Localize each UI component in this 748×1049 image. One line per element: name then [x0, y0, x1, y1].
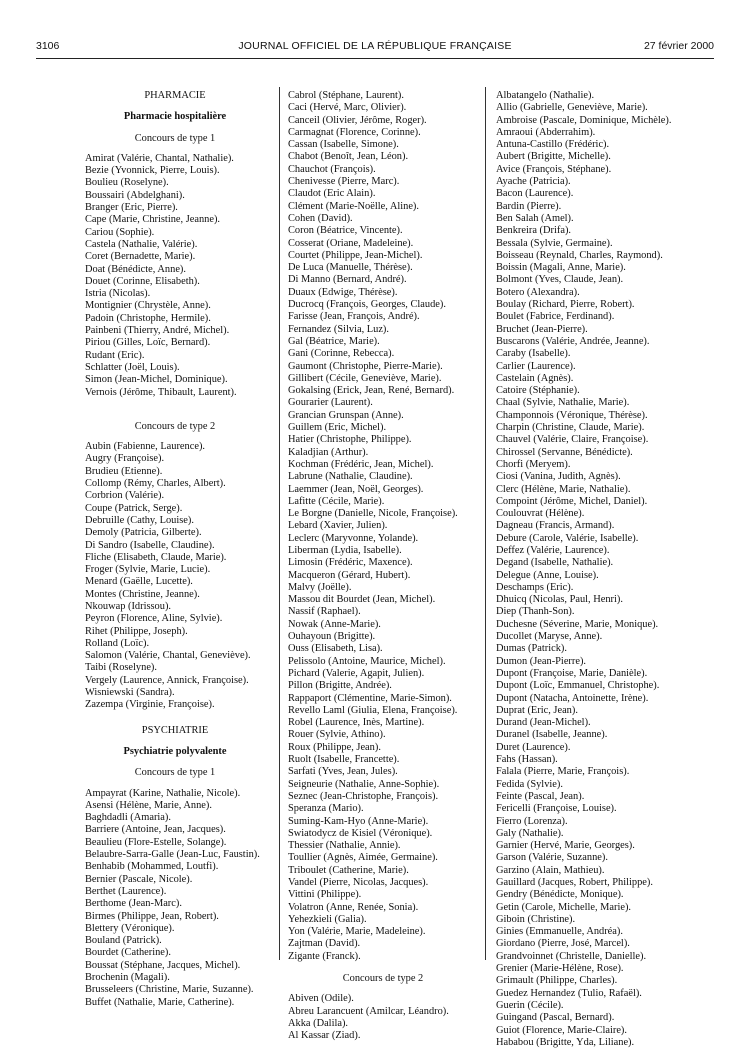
list-item: Bolmont (Yves, Claude, Jean).: [496, 274, 624, 286]
list-item: Bezie (Yvonnick, Pierre, Louis).: [85, 165, 220, 177]
name-list: [85, 788, 265, 1009]
list-item: Hababou (Brigitte, Yda, Liliane).: [496, 1036, 635, 1048]
list-item: Cassan (Isabelle, Simone).: [288, 139, 399, 151]
list-item: Doat (Bénédicte, Anne).: [85, 263, 186, 275]
list-item: Coulouvrat (Hélène).: [496, 508, 585, 520]
list-item: Grenier (Marie-Hélène, Rose).: [496, 963, 624, 975]
list-item: Sarfati (Yves, Jean, Jules).: [288, 766, 398, 778]
list-item: Duprat (Eric, Jean).: [496, 704, 578, 716]
list-item: Swiatodycz de Kisiel (Véronique).: [288, 827, 433, 839]
list-item: Boussairi (Abdelghani).: [85, 189, 185, 201]
list-item: Diep (Thanh-Son).: [496, 606, 575, 618]
list-item: Brochenin (Magali).: [85, 972, 170, 983]
list-item: Bernier (Pascale, Nicole).: [85, 873, 193, 885]
list-item: Gal (Béatrice, Marie).: [288, 335, 380, 347]
list-item: Massou dit Bourdet (Jean, Michel).: [288, 594, 436, 606]
list-item: Nowak (Anne-Marie).: [288, 618, 381, 630]
list-item: Carmagnat (Florence, Corinne).: [288, 126, 421, 138]
concours-title: Concours de type 1: [134, 767, 216, 779]
list-item: Dupont (Natacha, Antoinette, Irène).: [496, 692, 649, 704]
section-title: PSYCHIATRIE: [141, 724, 209, 736]
list-item: Augry (Françoise).: [85, 453, 165, 465]
list-item: Duranel (Isabelle, Jeanne).: [496, 729, 608, 741]
list-item: Duret (Laurence).: [496, 741, 571, 753]
list-item: Toullier (Agnès, Aimée, Germaine).: [288, 852, 438, 864]
list-item: Pelissolo (Antoine, Maurice, Michel).: [288, 655, 446, 667]
list-item: Compoint (Jérôme, Michel, Daniel).: [496, 495, 648, 507]
header-rule: [36, 58, 714, 59]
column-2: [288, 90, 478, 1043]
list-item: Volatron (Anne, Renée, Sonia).: [288, 901, 419, 913]
list-item: Froger (Sylvie, Marie, Lucie).: [85, 564, 211, 576]
list-item: Rihet (Philippe, Joseph).: [85, 625, 188, 637]
list-item: Garnier (Hervé, Marie, Georges).: [496, 840, 635, 852]
list-item: Buscarons (Valérie, Andrée, Jeanne).: [496, 335, 650, 347]
list-item: Aubert (Brigitte, Michelle).: [496, 151, 611, 163]
list-item: Abiven (Odile).: [288, 993, 354, 1005]
list-item: Liberman (Lydia, Isabelle).: [288, 544, 402, 556]
section-subtitle: Pharmacie hospitalière: [123, 111, 227, 123]
list-item: Zajtman (David).: [288, 938, 361, 950]
list-item: Brusseleers (Christine, Marie, Suzanne).: [85, 984, 254, 996]
list-item: Labrune (Nathalie, Claudine).: [288, 471, 413, 483]
list-item: Revello Laml (Giulia, Elena, Françoise).: [288, 704, 458, 716]
list-item: Simon (Jean-Michel, Dominique).: [85, 374, 228, 386]
list-item: Ben Salah (Amel).: [496, 212, 574, 224]
list-item: Ampayrat (Karine, Nathalie, Nicole).: [85, 787, 241, 799]
list-item: Ducollet (Maryse, Anne).: [496, 631, 603, 643]
list-item: Falala (Pierre, Marie, François).: [496, 766, 630, 778]
list-item: Guingand (Pascal, Bernard).: [496, 1012, 615, 1024]
concours-title: Concours de type 1: [134, 132, 216, 144]
list-item: Getin (Carole, Michelle, Marie).: [496, 901, 632, 913]
list-item: Lafitte (Cécile, Marie).: [288, 495, 385, 507]
list-item: Laemmer (Jean, Noël, Georges).: [288, 483, 424, 495]
list-item: Guiot (Florence, Marie-Claire).: [496, 1024, 627, 1036]
list-item: Bourdet (Catherine).: [85, 947, 171, 959]
name-list: [288, 993, 478, 1042]
list-item: Bruchet (Jean-Pierre).: [496, 323, 588, 335]
list-item: Barriere (Antoine, Jean, Jacques).: [85, 824, 226, 836]
list-item: Boisseau (Reynald, Charles, Raymond).: [496, 249, 663, 261]
list-item: Yon (Valérie, Marie, Madeleine).: [288, 926, 426, 938]
list-item: Rappaport (Clémentine, Marie-Simon).: [288, 692, 452, 704]
list-item: Charpin (Christine, Claude, Marie).: [496, 422, 645, 434]
list-item: Boussat (Stéphane, Jacques, Michel).: [85, 959, 241, 971]
list-item: Amirat (Valérie, Chantal, Nathalie).: [85, 152, 234, 164]
concours-title: Concours de type 2: [134, 420, 216, 432]
name-list: [85, 153, 265, 399]
list-item: Rolland (Loïc).: [85, 637, 150, 649]
list-item: Di Manno (Bernard, André).: [288, 274, 407, 286]
list-item: Rudant (Eric).: [85, 349, 145, 361]
list-item: Ducrocq (François, Georges, Claude).: [288, 299, 446, 311]
list-item: Berthet (Laurence).: [85, 885, 167, 897]
list-item: Chaal (Sylvie, Nathalie, Marie).: [496, 397, 630, 409]
list-item: Cabrol (Stéphane, Laurent).: [288, 90, 404, 101]
list-item: Chorfi (Meryem).: [496, 458, 571, 470]
list-item: Dhuicq (Nicolas, Paul, Henri).: [496, 594, 623, 606]
list-item: Kochman (Frédéric, Jean, Michel).: [288, 458, 434, 470]
list-item: Branger (Eric, Pierre).: [85, 202, 178, 214]
list-item: Limosin (Frédéric, Maxence).: [288, 557, 413, 569]
list-item: Vernois (Jérôme, Thibault, Laurent).: [85, 386, 237, 398]
list-item: Grimault (Philippe, Charles).: [496, 975, 618, 987]
column-divider: [485, 87, 486, 960]
list-item: Painbeni (Thierry, André, Michel).: [85, 325, 230, 337]
list-item: Belaubre-Sarra-Galle (Jean-Luc, Faustin).: [85, 849, 260, 861]
list-item: Abreu Larancuent (Amilcar, Léandro).: [288, 1005, 449, 1017]
list-item: Macqueron (Gérard, Hubert).: [288, 569, 411, 581]
list-item: Castela (Nathalie, Valérie).: [85, 238, 198, 250]
list-item: Beaulieu (Flore-Estelle, Solange).: [85, 836, 227, 848]
concours-title: Concours de type 2: [342, 973, 424, 985]
list-item: Ambroise (Pascale, Dominique, Michèle).: [496, 114, 672, 126]
list-item: Brudieu (Etienne).: [85, 465, 163, 477]
list-item: Peyron (Florence, Aline, Sylvie).: [85, 613, 223, 625]
list-item: Cape (Marie, Christine, Jeanne).: [85, 214, 221, 226]
list-item: Gillibert (Cécile, Geneviève, Marie).: [288, 372, 442, 384]
list-item: De Luca (Manuelle, Thérèse).: [288, 262, 413, 274]
name-list: [85, 441, 265, 712]
list-item: Gokalsing (Erick, Jean, René, Bernard).: [288, 385, 455, 397]
list-item: Vandel (Pierre, Nicolas, Jacques).: [288, 877, 429, 888]
list-item: Pillon (Brigitte, Andrée).: [288, 680, 392, 692]
list-item: Malvy (Joëlle).: [288, 581, 352, 593]
list-item: Boulieu (Roselyne).: [85, 177, 169, 189]
list-item: Claudot (Eric Alain).: [288, 188, 376, 200]
list-item: Ouhayoun (Brigitte).: [288, 631, 376, 643]
list-item: Hatier (Christophe, Philippe).: [288, 434, 412, 446]
list-item: Triboulet (Catherine, Marie).: [288, 864, 409, 876]
list-item: Leclerc (Maryvonne, Yolande).: [288, 532, 419, 544]
list-item: Ciosi (Vanina, Judith, Agnès).: [496, 471, 621, 483]
list-item: Menard (Gaëlle, Lucette).: [85, 576, 193, 588]
list-item: Schlatter (Joël, Louis).: [85, 361, 180, 373]
list-item: Fedida (Sylvie).: [496, 778, 563, 790]
list-item: Baghdadli (Amaria).: [85, 812, 171, 824]
list-item: Clément (Marie-Noëlle, Aline).: [288, 200, 419, 212]
list-item: Giboin (Christine).: [496, 913, 576, 925]
list-item: Robel (Laurence, Inès, Martine).: [288, 717, 425, 729]
list-item: Fahs (Hassan).: [496, 754, 558, 766]
list-item: Benkreira (Drifa).: [496, 225, 572, 237]
list-item: Cosserat (Oriane, Madeleine).: [288, 237, 414, 249]
section-subtitle: Psychiatrie polyvalente: [123, 745, 227, 757]
list-item: Zigante (Franck).: [288, 950, 361, 962]
list-item: Chenivesse (Pierre, Marc).: [288, 176, 400, 188]
list-item: Zazempa (Virginie, Françoise).: [85, 699, 215, 711]
list-item: Amraoui (Abderrahim).: [496, 126, 596, 138]
list-item: Chabot (Benoît, Jean, Léon).: [288, 151, 409, 163]
list-item: Dupont (Loïc, Emmanuel, Christophe).: [496, 680, 660, 692]
list-item: Le Borgne (Danielle, Nicole, Françoise).: [288, 508, 458, 520]
list-item: Guedez Hernandez (Tulio, Rafaël).: [496, 987, 642, 999]
list-item: Champonnois (Véronique, Thérèse).: [496, 409, 648, 421]
list-item: Gani (Corinne, Rebecca).: [288, 348, 395, 360]
list-item: Montes (Christine, Jeanne).: [85, 588, 200, 600]
list-item: Guillem (Eric, Michel).: [288, 422, 387, 434]
list-item: Caci (Hervé, Marc, Olivier).: [288, 102, 407, 114]
journal-title: JOURNAL OFFICIEL DE LA RÉPUBLIQUE FRANÇAISE: [238, 40, 512, 52]
list-item: Coron (Béatrice, Vincente).: [288, 225, 403, 237]
list-item: Berthome (Jean-Marc).: [85, 898, 182, 910]
list-item: Ouss (Elisabeth, Lisa).: [288, 643, 383, 655]
list-item: Duchesne (Séverine, Marie, Monique).: [496, 618, 659, 630]
list-item: Dagneau (Francis, Armand).: [496, 520, 615, 532]
list-item: Clerc (Hélène, Marie, Nathalie).: [496, 483, 631, 495]
list-item: Bessala (Sylvie, Germaine).: [496, 237, 613, 249]
list-item: Salomon (Valérie, Chantal, Geneviève).: [85, 650, 251, 662]
list-item: Fericelli (Françoise, Louise).: [496, 803, 617, 815]
list-item: Chauvel (Valérie, Claire, Françoise).: [496, 434, 649, 446]
list-item: Taibi (Roselyne).: [85, 662, 157, 674]
list-item: Vittini (Philippe).: [288, 889, 362, 901]
section-title: PHARMACIE: [144, 90, 206, 101]
list-item: Castelain (Agnès).: [496, 372, 574, 384]
list-item: Cohen (David).: [288, 212, 353, 224]
list-item: Dumon (Jean-Pierre).: [496, 655, 587, 667]
list-item: Lebard (Xavier, Julien).: [288, 520, 388, 532]
page-header: [36, 40, 714, 56]
list-item: Boissin (Magali, Anne, Marie).: [496, 262, 626, 274]
list-item: Akka (Dalila).: [288, 1017, 349, 1029]
list-item: Dumas (Patrick).: [496, 643, 567, 655]
list-item: Garson (Valérie, Suzanne).: [496, 852, 608, 864]
list-item: Antuna-Castillo (Frédéric).: [496, 139, 610, 151]
column-divider: [279, 87, 280, 960]
list-item: Deffez (Valérie, Laurence).: [496, 544, 610, 556]
list-item: Pichard (Valerie, Agapit, Julien).: [288, 667, 425, 679]
list-item: Fliche (Elisabeth, Claude, Marie).: [85, 551, 227, 563]
list-item: Durand (Jean-Michel).: [496, 717, 591, 729]
list-item: Debure (Carole, Valérie, Isabelle).: [496, 532, 639, 544]
list-item: Di Sandro (Isabelle, Claudine).: [85, 539, 215, 551]
list-item: Aubin (Fabienne, Laurence).: [85, 441, 206, 453]
list-item: Benhabib (Mohammed, Loutfi).: [85, 861, 219, 873]
list-item: Allio (Gabrielle, Geneviève, Marie).: [496, 102, 648, 114]
list-item: Gourarier (Laurent).: [288, 397, 373, 409]
name-list: [288, 90, 478, 963]
name-list: [496, 90, 716, 1049]
list-item: Ayache (Patricia).: [496, 176, 571, 188]
list-item: Suming-Kam-Hyo (Anne-Marie).: [288, 815, 429, 827]
list-item: Al Kassar (Ziad).: [288, 1030, 361, 1042]
list-item: Gaumont (Christophe, Pierre-Marie).: [288, 360, 443, 372]
list-item: Thessier (Nathalie, Annie).: [288, 840, 401, 852]
list-item: Vergely (Laurence, Annick, Françoise).: [85, 674, 249, 686]
list-item: Canceil (Olivier, Jérôme, Roger).: [288, 114, 427, 126]
list-item: Collomp (Rémy, Charles, Albert).: [85, 478, 226, 490]
list-item: Grancian Grunspan (Anne).: [288, 409, 404, 421]
list-item: Bacon (Laurence).: [496, 188, 574, 200]
list-item: Nkouwap (Idrissou).: [85, 600, 171, 612]
list-item: Galy (Nathalie).: [496, 827, 564, 839]
list-item: Demoly (Patricia, Gilberte).: [85, 527, 202, 539]
issue-date: 27 février 2000: [643, 40, 714, 52]
list-item: Catoire (Stéphanie).: [496, 385, 580, 397]
list-item: Bouland (Patrick).: [85, 935, 162, 947]
list-item: Fierro (Lorenza).: [496, 815, 568, 827]
list-item: Fernandez (Silvia, Luz).: [288, 323, 389, 335]
list-item: Ruolt (Isabelle, Francette).: [288, 754, 400, 766]
list-item: Courtet (Philippe, Jean-Michel).: [288, 249, 423, 261]
list-item: Coret (Bernadette, Marie).: [85, 251, 196, 263]
list-item: Botero (Alexandra).: [496, 286, 580, 298]
list-item: Avice (François, Stéphane).: [496, 163, 612, 175]
list-item: Padoin (Christophe, Hermile).: [85, 312, 211, 324]
list-item: Birmes (Philippe, Jean, Robert).: [85, 910, 219, 922]
list-item: Buffet (Nathalie, Marie, Catherine).: [85, 996, 235, 1008]
list-item: Speranza (Mario).: [288, 803, 364, 815]
list-item: Guerin (Cécile).: [496, 999, 564, 1011]
list-item: Garzino (Alain, Mathieu).: [496, 864, 605, 876]
list-item: Kaladjian (Arthur).: [288, 446, 369, 458]
list-item: Degand (Isabelle, Nathalie).: [496, 557, 614, 569]
list-item: Asensi (Hélène, Marie, Anne).: [85, 799, 212, 811]
list-item: Carlier (Laurence).: [496, 360, 576, 372]
page-number: 3106: [36, 40, 60, 52]
list-item: Cariou (Sophie).: [85, 226, 155, 238]
list-item: Feinte (Pascal, Jean).: [496, 790, 585, 802]
list-item: Istria (Nicolas).: [85, 288, 151, 300]
list-item: Boulay (Richard, Pierre, Robert).: [496, 299, 635, 311]
list-item: Piriou (Gilles, Loïc, Bernard).: [85, 337, 211, 349]
column-1: [85, 87, 265, 1009]
list-item: Seigneurie (Nathalie, Anne-Sophie).: [288, 778, 440, 790]
list-item: Seznec (Jean-Christophe, François).: [288, 790, 439, 802]
list-item: Farisse (Jean, François, André).: [288, 311, 420, 323]
list-item: Bardin (Pierre).: [496, 200, 562, 212]
list-item: Gendry (Bénédicte, Monique).: [496, 889, 624, 901]
list-item: Gauillard (Jacques, Robert, Philippe).: [496, 877, 653, 888]
list-item: Coupe (Patrick, Serge).: [85, 502, 183, 514]
list-item: Rouer (Sylvie, Athino).: [288, 729, 386, 741]
list-item: Dupont (Françoise, Marie, Danièle).: [496, 667, 648, 679]
list-item: Montignier (Chrystèle, Anne).: [85, 300, 211, 312]
list-item: Albatangelo (Nathalie).: [496, 90, 595, 101]
list-item: Nassif (Raphael).: [288, 606, 361, 618]
list-item: Wisniewski (Sandra).: [85, 687, 175, 699]
list-item: Delegue (Anne, Louise).: [496, 569, 599, 581]
list-item: Douet (Corinne, Elisabeth).: [85, 275, 200, 287]
list-item: Roux (Philippe, Jean).: [288, 741, 381, 753]
list-item: Giordano (Pierre, José, Marcel).: [496, 938, 630, 950]
list-item: Debruille (Cathy, Louise).: [85, 514, 194, 526]
list-item: Yehezkieli (Galia).: [288, 913, 367, 925]
list-item: Chirossel (Servanne, Bénédicte).: [496, 446, 633, 458]
list-item: Ginies (Emmanuelle, Andréa).: [496, 926, 623, 938]
list-item: Deschamps (Eric).: [496, 581, 574, 593]
list-item: Grandvoinnet (Christelle, Danielle).: [496, 950, 647, 962]
list-item: Caraby (Isabelle).: [496, 348, 571, 360]
list-item: Chauchot (François).: [288, 163, 376, 175]
list-item: Corbrion (Valérie).: [85, 490, 165, 502]
column-3: [496, 90, 716, 1049]
list-item: Boulet (Fabrice, Ferdinand).: [496, 311, 615, 323]
list-item: Blettery (Véronique).: [85, 922, 175, 934]
list-item: Duaux (Edwige, Thérèse).: [288, 286, 398, 298]
